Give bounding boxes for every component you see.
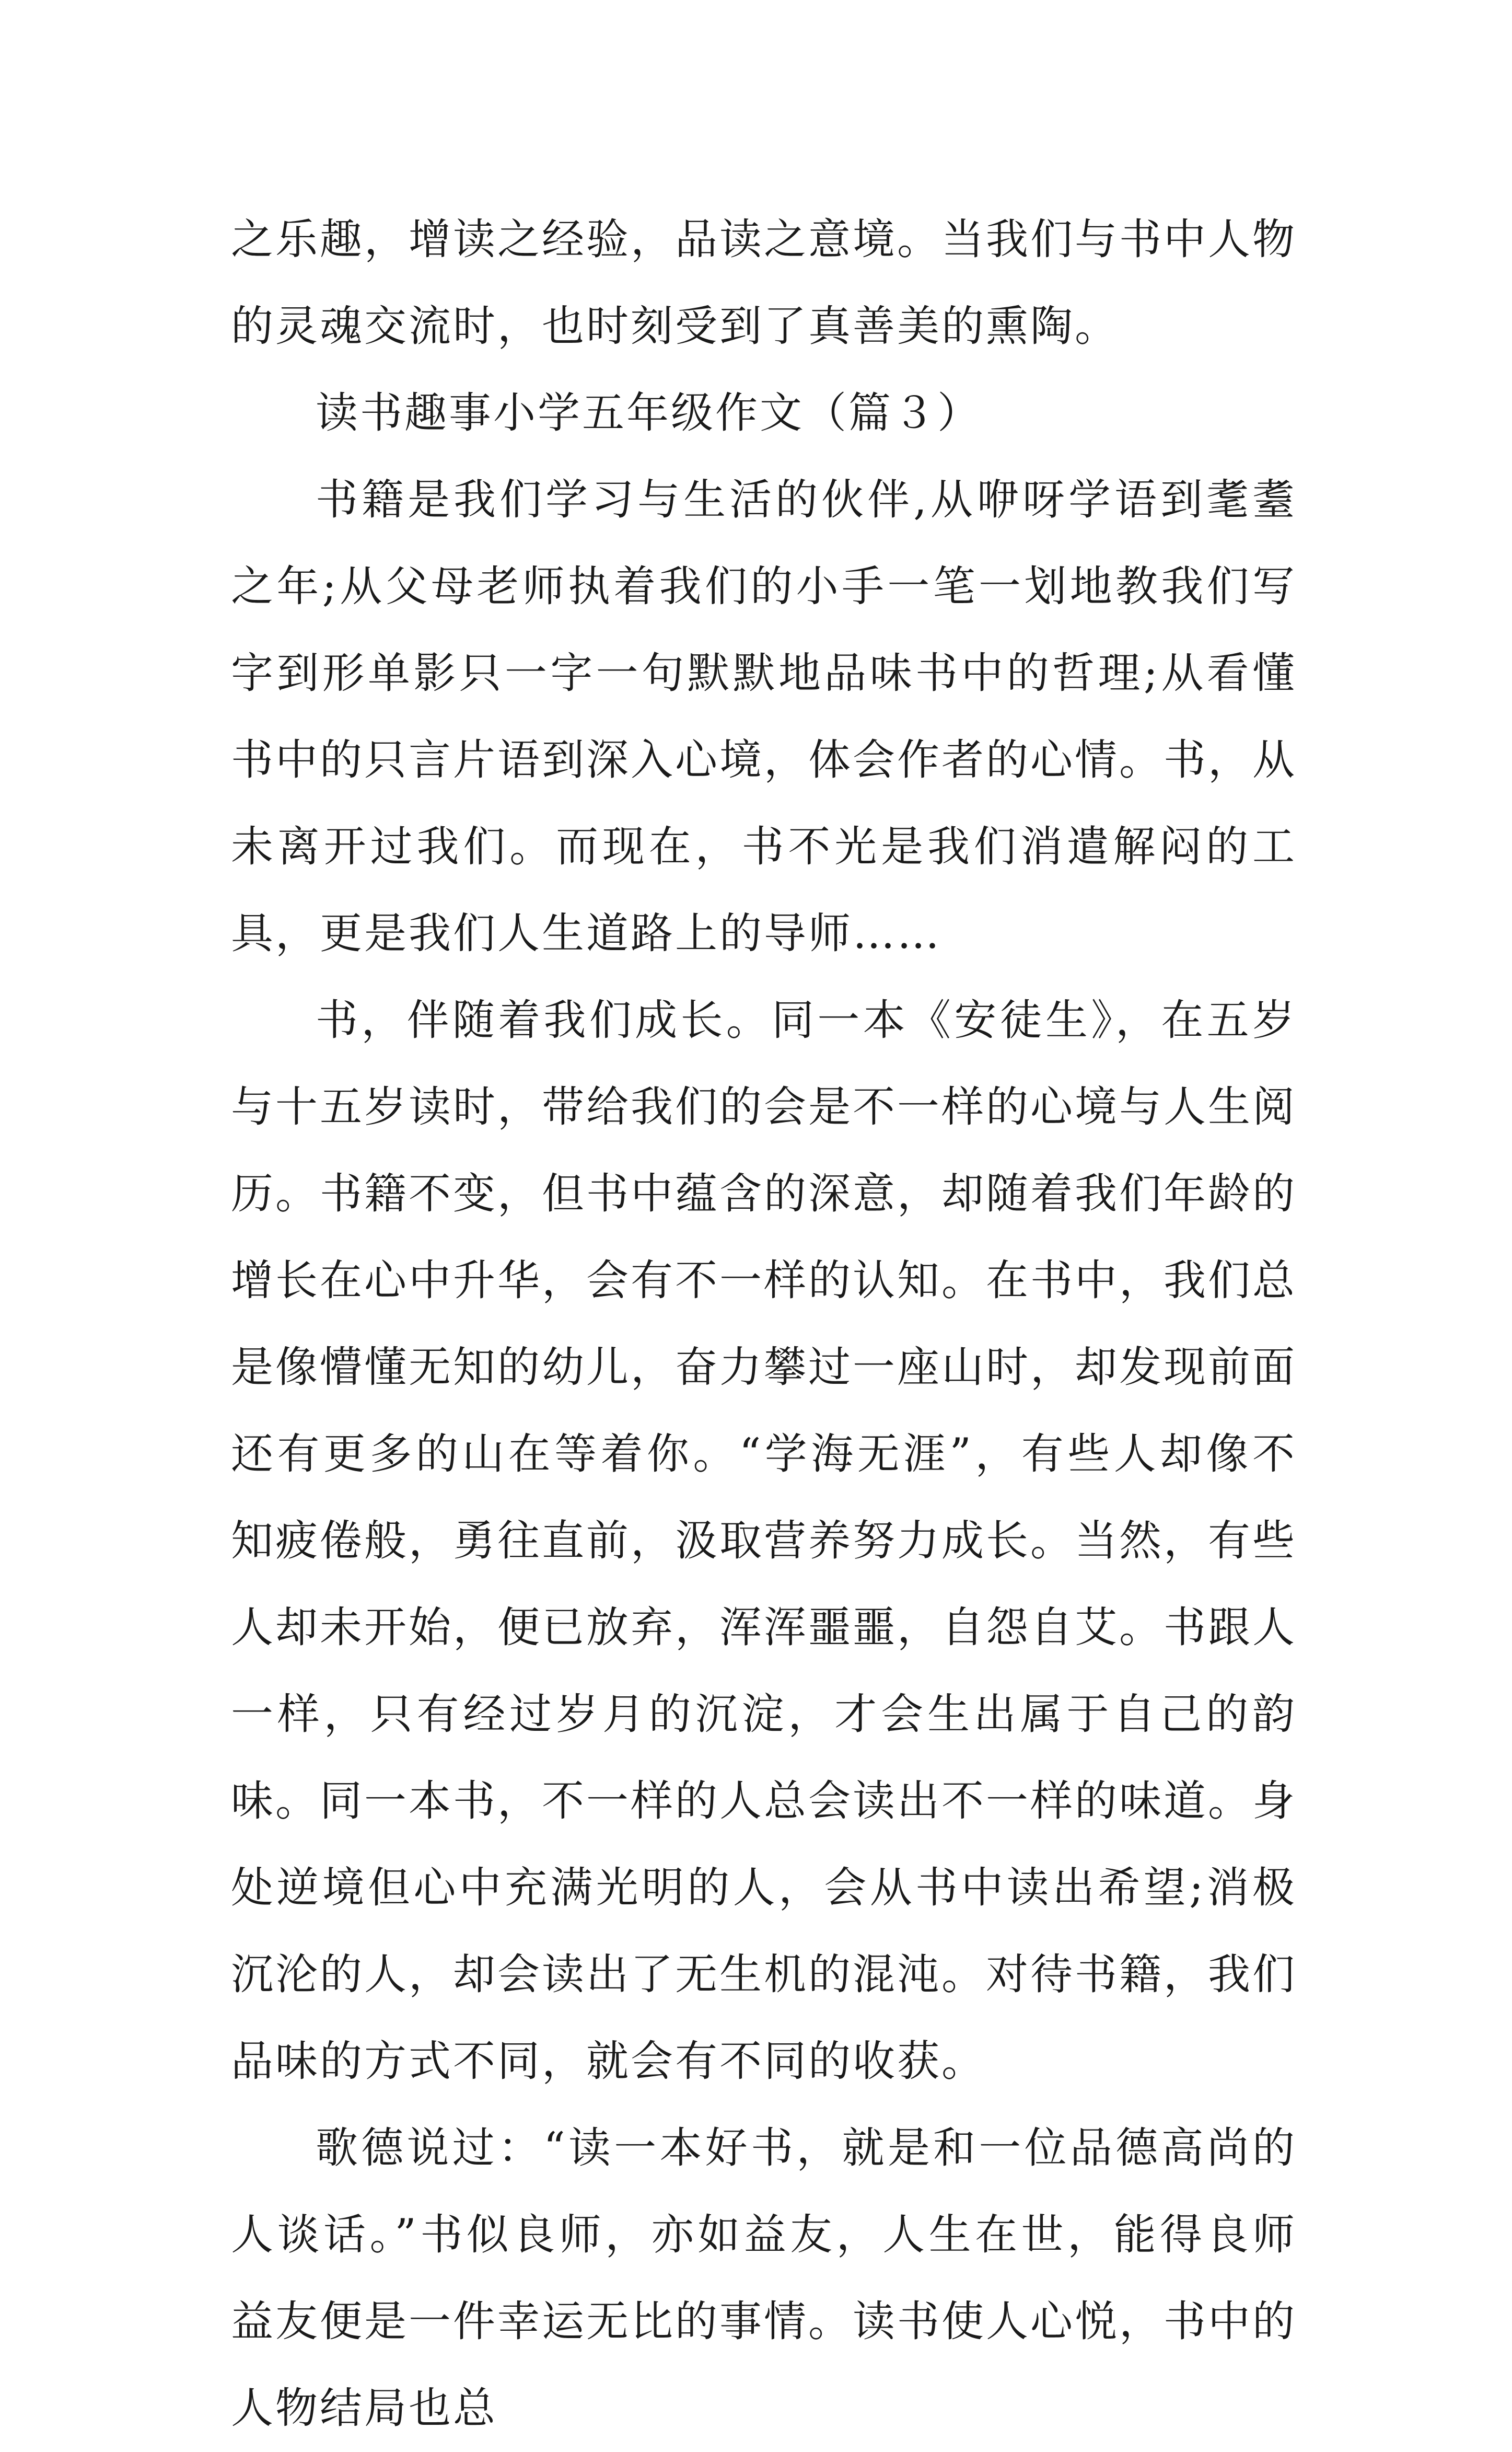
essay-title: 读书趣事小学五年级作文（篇３）	[316, 389, 982, 438]
paragraph-2: 书，伴随着我们成长。同一本《安徒生》，在五岁与十五岁读时，带给我们的会是不一样的心境与人生阅历。书籍不变，但书中蕴含的深意，却随着我们年龄的增长在心中升华，会有不一样的认知。在书中，我们总是像懵懂无知的幼儿，奋力攀过一座山时，却发现前面还有更多的山在等着你。“学海无涯”，有些人却像不知疲倦般，勇往直前，汲取营养努力成长。当然，有些人却未开始，便已放弃，浑浑噩噩，自怨自艾。书跟人一样，只有经过岁月的沉淀，才会生出属于自己的韵味。同一本书，不一样的人总会读出不一样的味道。身处逆境但心中充满光明的人，会从书中读出希望;消极沉沦的人，却会读出了无生机的混沌。对待书籍，我们品味的方式不同，就会有不同的收获。	[231, 996, 1297, 2086]
paragraph-continuation: 之乐趣，增读之经验，品读之意境。当我们与书中人物的灵魂交流时，也时刻受到了真善美的熏陶。	[231, 215, 1297, 351]
paragraph-1: 书籍是我们学习与生活的伙伴,从咿呀学语到耄耋之年;从父母老师执着我们的小手一笔一划地教我们写字到形单影只一字一句默默地品味书中的哲理;从看懂书中的只言片语到深入心境，体会作者的心情。书，从未离开过我们。而现在，书不光是我们消遣解闷的工具，更是我们人生道路上的导师……	[231, 476, 1297, 958]
paragraph-3: 歌德说过：“读一本好书，就是和一位品德高尚的人谈话。”书似良师，亦如益友，人生在世，能得良师益友便是一件幸运无比的事情。读书使人心悦，书中的人物结局也总	[231, 2124, 1297, 2433]
essay-body	[231, 196, 1297, 2452]
